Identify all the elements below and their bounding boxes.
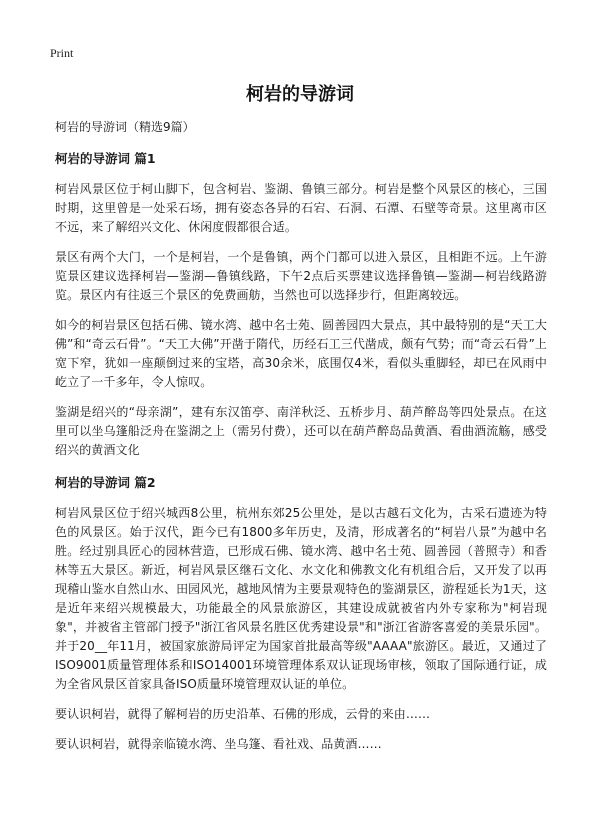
paragraph: 要认识柯岩，就得亲临镜水湾、坐乌篷、看社戏、品黄酒…… [55, 737, 382, 751]
section-1 [55, 150, 547, 460]
section-heading: 柯岩的导游词 篇1 [55, 151, 156, 166]
paragraph: 如今的柯岩景区包括石佛、镜水湾、越中名士苑、圆善园四大景点，其中最特别的是“天工大佛”和“奇云石骨”。“天工大佛”开凿于隋代，历经石工三代凿成，颇有气势；而“奇云石骨”上宽下窄，犹如一座颠倒过来的宝塔，高30余米，底围仅4米，看似头重脚轻，却已在风雨中屹立了一千多年，令人惊叹。 [55, 318, 547, 389]
section-heading: 柯岩的导游词 篇2 [55, 475, 156, 490]
page-title: 柯岩的导游词 [246, 84, 354, 105]
document-body [55, 118, 547, 765]
print-label: Print [50, 46, 74, 60]
section-2 [55, 474, 547, 754]
paragraph: 要认识柯岩，就得了解柯岩的历史沿革、石佛的形成，云骨的来由…… [55, 707, 431, 721]
paragraph: 鉴湖是绍兴的“母亲湖”，建有东汉笛亭、南洋秋泛、五桥步月、葫芦醉岛等四处景点。在这里可以坐乌篷船泛舟在鉴湖之上（需另付费），还可以在葫芦醉岛品黄酒、看曲酒流觞，感受绍兴的黄酒文化 [55, 405, 547, 457]
document-subtitle: 柯岩的导游词（精选9篇） [55, 120, 195, 134]
paragraph: 景区有两个大门，一个是柯岩，一个是鲁镇，两个门都可以进入景区，且相距不远。上午游览景区建议选择柯岩—鉴湖—鲁镇线路，下午2点后买票建议选择鲁镇—鉴湖—柯岩线路游览。景区内有往返三个景区的免费画舫，当然也可以选择步行，但距离较远。 [55, 250, 547, 302]
paragraph: 柯岩风景区位于绍兴城西8公里，杭州东郊25公里处，是以古越石文化为，古采石遗迹为特色的风景区。始于汉代，距今已有1800多年历史，及清，形成著名的“柯岩八景”为越中名胜。经过别具匠心的园林营造，已形成石佛、镜水湾、越中名士苑、圆善园（普照寺）和香林等五大景区。新近，柯岩风景区继石文化、水文化和佛教文化有机组合后，又开发了以再现稽山鉴水自然山水、田园风光，越地风情为主要景观特色的鉴湖景区，游程延长为1天，这是近年来绍兴规模最大，功能最全的风景旅游区，其建设成就被省内外专家称为"柯岩现象"，并被省主管部门授予"浙江省风景名胜区优秀建设景"和"浙江省游客喜爱的美景乐园"。并于20__年11月，被国家旅游局评定为国家首批最高等级"AAAA"旅游区。最近，又通过了ISO9001质量管理体系和ISO14001环境管理体系双认证现场审核，领取了国际通行证，成为全省风景区首家具备ISO质量环境管理双认证的单位。 [55, 506, 547, 691]
paragraph: 柯岩风景区位于柯山脚下，包含柯岩、鉴湖、鲁镇三部分。柯岩是整个风景区的核心，三国时期，这里曾是一处采石场，拥有姿态各异的石宕、石洞、石潭、石壁等奇景。这里离市区不远，来了解绍兴文化、休闲度假都很合适。 [55, 182, 547, 234]
